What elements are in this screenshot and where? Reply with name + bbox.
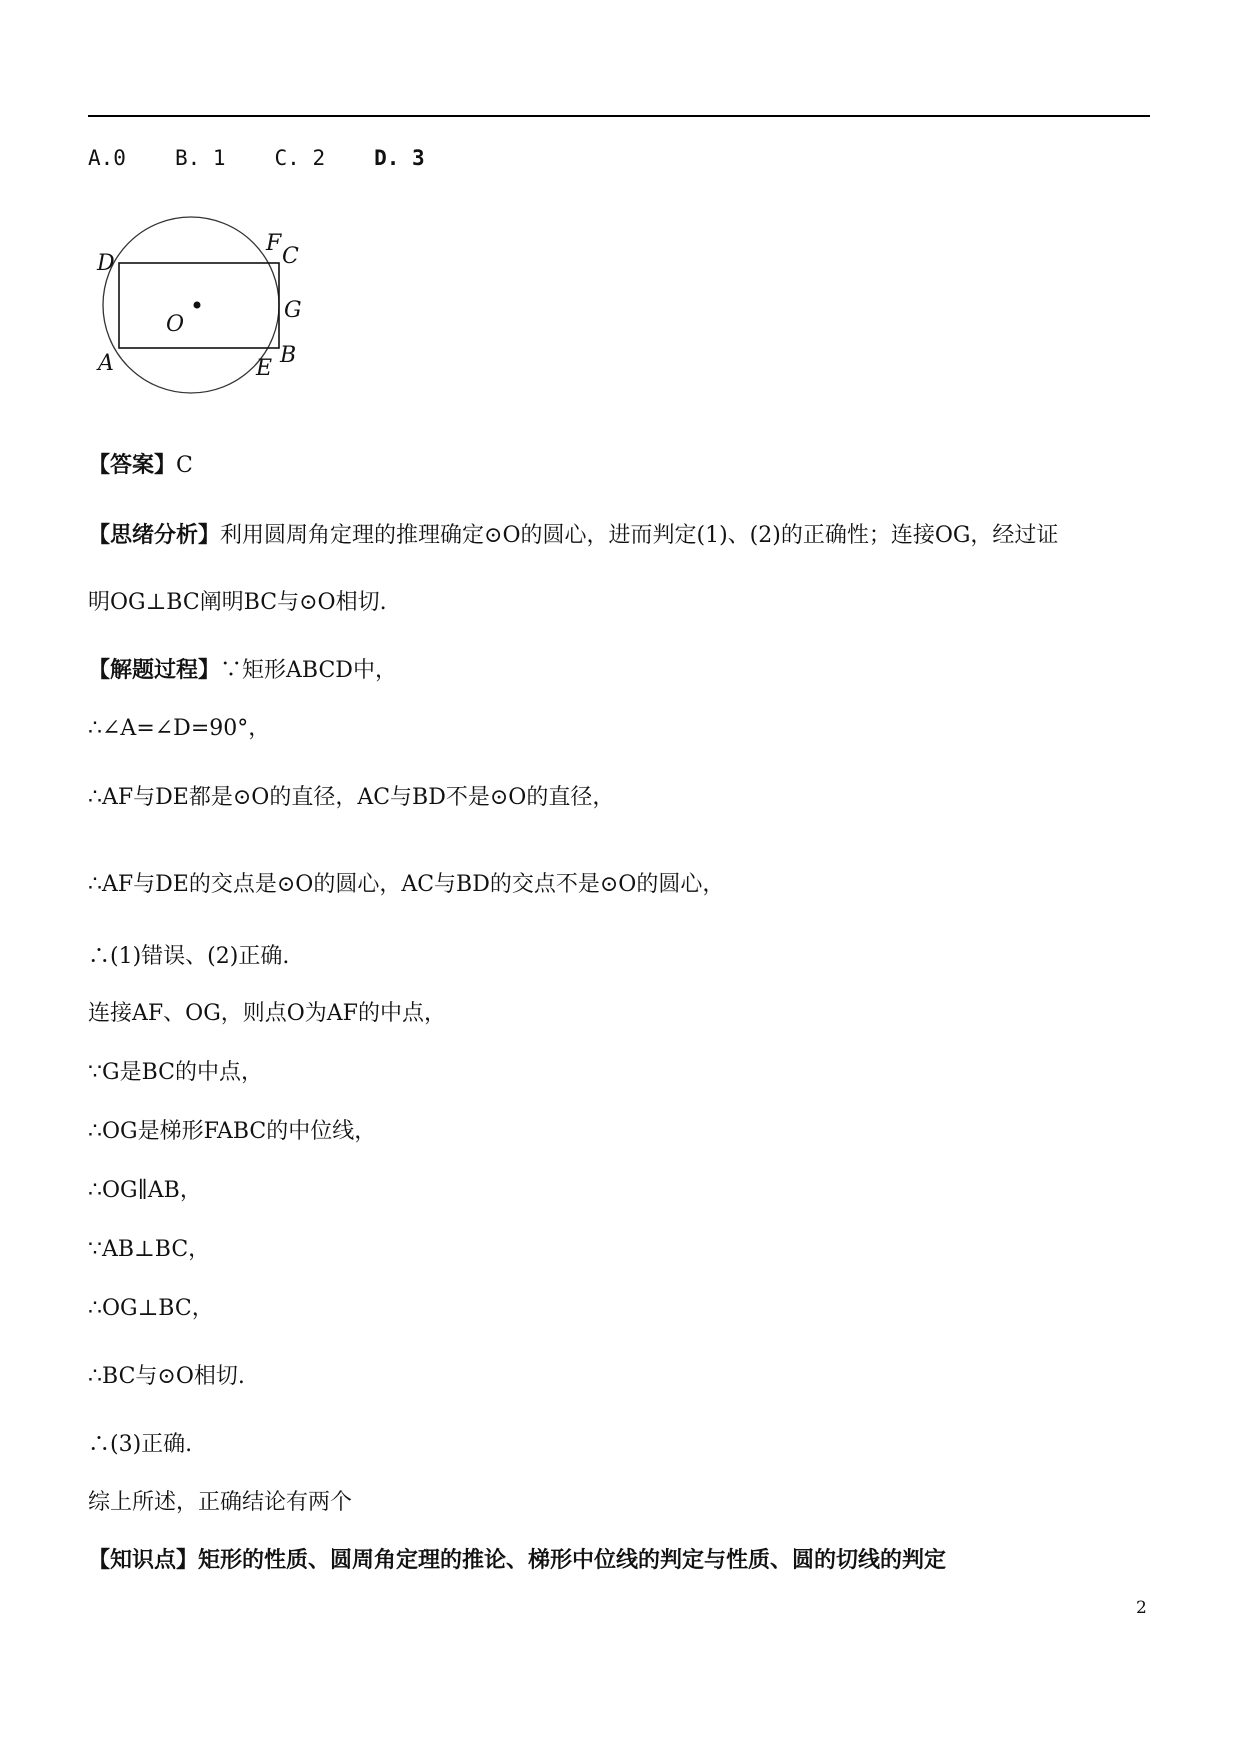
analysis-tag: 【思绪分析】	[88, 522, 221, 548]
solution-first: ∵矩形ABCD中，	[220, 658, 397, 683]
solution-step: ∴OG是梯形FABC的中位线，	[88, 1119, 377, 1144]
circle-o	[103, 217, 279, 393]
solution-step: 综上所述，正确结论有两个	[88, 1490, 353, 1515]
page-number: 2	[1136, 1598, 1147, 1618]
solution-step: ∴OG⊥BC，	[88, 1296, 214, 1321]
center-point-o	[194, 302, 201, 309]
knowledge-tag: 【知识点】	[88, 1547, 199, 1573]
knowledge-text: 矩形的性质、圆周角定理的推论、梯形中位线的判定与性质、圆的切线的判定	[198, 1547, 947, 1573]
answer-tag: 【答案】	[88, 452, 177, 478]
options-row	[88, 143, 425, 174]
label-g: G	[284, 298, 302, 323]
option-a: A.0	[88, 146, 126, 170]
option-b: B. 1	[174, 146, 226, 170]
label-e: E	[256, 356, 273, 381]
solution-step: ∴∠A=∠D=90°，	[88, 716, 271, 741]
geometry-figure	[88, 212, 318, 412]
analysis-text-2: 明OG⊥BC阐明BC与⊙O相切.	[88, 590, 387, 615]
analysis-line-2	[88, 588, 387, 618]
label-b: B	[280, 343, 297, 368]
solution-step: ∴AF与DE都是⊙O的直径，AC与BD不是⊙O的直径，	[88, 785, 615, 810]
solution-step: 连接AF、OG，则点O为AF的中点，	[88, 1001, 446, 1026]
option-d: D. 3	[374, 146, 425, 170]
analysis-text-1: 利用圆周角定理的推理确定⊙O的圆心，进而判定(1)、(2)的正确性；连接OG，经过证	[220, 523, 1059, 548]
solution-step: ∴AF与DE的交点是⊙O的圆心，AC与BD的交点不是⊙O的圆心，	[88, 872, 725, 897]
header-rule	[88, 115, 1150, 117]
answer-value: C	[176, 453, 193, 478]
analysis-line-1	[88, 520, 1058, 551]
solution-tag: 【解题过程】	[88, 657, 221, 683]
solution-step: ∴BC与⊙O相切.	[88, 1364, 245, 1389]
answer-row	[88, 450, 193, 481]
option-c: C. 2	[274, 146, 326, 170]
solution-step: ∴OG∥AB，	[88, 1178, 202, 1203]
label-a: A	[98, 351, 114, 376]
label-f: F	[266, 231, 282, 256]
label-d: D	[97, 251, 115, 276]
solution-step: ∵AB⊥BC，	[88, 1237, 211, 1262]
solution-step: ∵G是BC的中点，	[88, 1060, 263, 1085]
solution-step: ∴(1)错误、(2)正确.	[88, 944, 290, 969]
label-c: C	[282, 244, 299, 269]
solution-header	[88, 655, 397, 686]
solution-step: ∴(3)正确.	[88, 1432, 193, 1457]
label-o: O	[166, 312, 185, 337]
knowledge-row	[88, 1545, 946, 1576]
